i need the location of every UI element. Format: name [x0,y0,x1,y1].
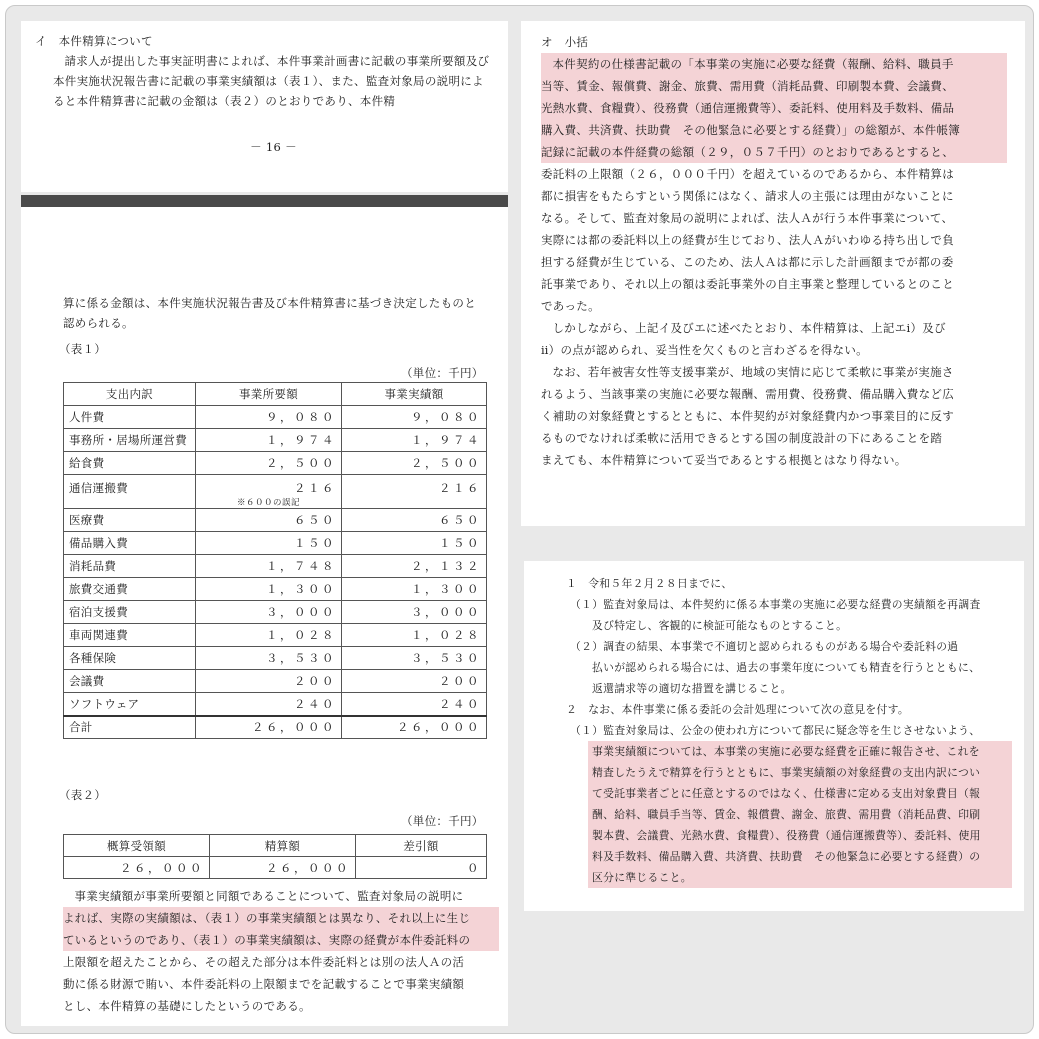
expense-item: 給食費 [64,452,196,475]
text-line: なる。そして、監査対象局の説明によれば、法人Ａが行う本件事業について、 [541,211,954,225]
required-amount: ２６，０００ [196,716,342,739]
actual-amount: ２００ [342,670,487,693]
actual-amount: ３，５３０ [342,647,487,670]
expense-item: 備品購入費 [64,532,196,555]
text-line: とし、本件精算の基礎にしたというのである。 [63,999,311,1013]
table-row [64,532,487,555]
expense-item: ソフトウェア [64,693,196,716]
text-line: であった。 [541,299,600,313]
highlighted-line: 区分に準じること。 [588,867,1012,888]
required-amount: １，０２８ [196,624,342,647]
text-line: まえても、本件精算について妥当であるとする根拠とはなり得ない。 [541,453,907,467]
actual-amount: ２１６ [342,475,487,509]
table2-unit: （単位：千円） [401,814,484,828]
text-line: 払いが認められる場合には、過去の事業年度についても精査を行うとともに、 [592,661,981,674]
table-row [64,693,487,716]
text-line: れるよう、当該事業の実施に必要な報酬、需用費、役務費、備品購入費など広 [541,387,954,401]
summary-page [521,21,1025,526]
actual-amount: ２４０ [342,693,487,716]
text-line: 委託料の上限額（２６，０００千円）を超えているのであるから、本件精算は [541,167,954,181]
table-row [64,452,487,475]
text-line: 動に係る財源で賄い、本件委託料の上限額までを記載することで事業実績額 [63,977,465,991]
section-heading-i: イ 本件精算について [35,34,153,48]
text-line: なお、若年被害女性等支援事業が、地域の実情に応じて柔軟に事業が実施さ [552,365,954,379]
expense-item: 事務所・居場所運営費 [64,429,196,452]
settlement-table [63,834,487,879]
required-amount: ２１６ [294,481,336,495]
actual-amount: ２，１３２ [342,555,487,578]
column-header: 差引額 [356,835,487,857]
table-row [64,509,487,532]
page-number: － 16 － [250,140,297,154]
highlighted-line: 記録に記載の本件経費の総額（２９，０５７千円）のとおりであるとすると、 [541,141,1007,163]
column-header: 精算額 [210,835,356,857]
actual-amount: １，０２８ [342,624,487,647]
highlighted-block [588,741,1012,888]
text-line: １ 令和５年２月２８日までに、 [566,577,733,590]
actual-amount: １５０ [342,532,487,555]
required-amount-cell [196,475,342,509]
expense-item: 旅費交通費 [64,578,196,601]
table2-title: （表２） [59,788,107,802]
text-line: るものでなければ柔軟に活用できるとする国の制度設計の下にあることを踏 [541,431,943,445]
text-line: ⅱ）の点が認められ、妥当性を欠くものと言わざるを得ない。 [541,343,868,357]
highlighted-line: 本件契約の仕様書記載の「本事業の実施に必要な経費（報酬、給料、職員手 [541,53,1007,75]
required-amount: １，９７４ [196,429,342,452]
table-row [64,578,487,601]
column-header: 概算受領額 [64,835,210,857]
erratum-note: ※６００の誤記 [236,498,300,508]
text-line: 担する経費が生じている、このため、法人Ａは都に示した計画額までが都の委 [541,255,954,269]
highlighted-line: 購入費、共済費、扶助費 その他緊急に必要とする経費）」の総額が、本件帳簿 [541,119,1007,141]
highlighted-line: よれば、実際の実績額は、（表１）の事業実績額とは異なり、それ以上に生じ [63,907,499,929]
actual-amount: ３，０００ [342,601,487,624]
table-row [64,406,487,429]
text-line: 実際には都の委託料以上の経費が生じており、法人Ａがいわゆる持ち出しで負 [541,233,954,247]
expense-item: 各種保険 [64,647,196,670]
settled-amount: ２６，０００ [210,857,356,879]
page-fragment-17 [21,207,508,1026]
page-fragment-16 [21,21,508,192]
column-header: 事業実績額 [342,383,487,406]
summary-paragraph [541,53,1007,471]
advance-amount: ２６，０００ [64,857,210,879]
actual-amount: ６５０ [342,509,487,532]
required-amount: ３，０００ [196,601,342,624]
table-row [64,601,487,624]
table-header-row [64,383,487,406]
required-amount: １，３００ [196,578,342,601]
text-line: 返還請求等の適切な措置を講じること。 [592,682,792,695]
table1-unit: （単位：千円） [401,366,484,380]
text-line: 事業実績額が事業所要額と同額であることについて、監査対象局の説明に [74,889,464,903]
table-row [64,670,487,693]
highlighted-line: 製本費、会議費、光熱水費、食糧費）、役務費（通信運搬費等）、委託料、使用 [588,825,1012,846]
required-amount: １，７４８ [196,555,342,578]
section-heading-o: オ 小括 [541,35,589,49]
text-line: 及び特定し、客観的に検証可能なものとすること。 [592,619,848,632]
table1-title: （表１） [59,342,107,356]
expense-item: 通信運搬費 [64,475,196,509]
text-line: しかしながら、上記イ及びエに述べたとおり、本件精算は、上記エⅰ）及び [552,321,946,335]
expense-item: 会議費 [64,670,196,693]
expense-item: 合計 [64,716,196,739]
difference-amount: ０ [356,857,487,879]
table-row [64,857,487,879]
actual-amount: ２６，０００ [342,716,487,739]
required-amount: ２００ [196,670,342,693]
table-row [64,475,487,509]
text-line: （１）監査対象局は、本件契約に係る本事業の実施に必要な経費の実績額を再調査 [570,598,981,611]
required-amount: ９，０８０ [196,406,342,429]
table-header-row [64,835,487,857]
text-line: く補助の対象経費とするとともに、本件契約が対象経費内かつ事業目的に反す [541,409,954,423]
text-line: 託事業であり、それ以上の額は委託事業外の自主事業と整理しているとのこと [541,277,954,291]
required-amount: ２４０ [196,693,342,716]
expense-item: 宿泊支援費 [64,601,196,624]
recommendation-page [524,561,1024,911]
highlighted-line: 酬、給料、職員手当等、賃金、報償費、謝金、旅費、需用費（消耗品費、印刷 [588,804,1012,825]
expense-item: 医療費 [64,509,196,532]
expense-item: 人件費 [64,406,196,429]
highlighted-line: 事業実績額については、本事業の実施に必要な経費を正確に報告させ、これを [588,741,1012,762]
highlighted-line: て受託事業者ごとに任意とするのではなく、仕様書に定める支出対象費目（報 [588,783,1012,804]
text-line: （１）監査対象局は、公金の使われ方について都民に疑念等を生じさせないよう、 [570,724,981,737]
column-header: 事業所要額 [196,383,342,406]
body-paragraph: 請求人が提出した事実証明書によれば、本件事業計画書に記載の事業所要額及び本件実施状況報告書に記載の事業実績額は（表１）、また、監査対象局の説明によると本件精算書に記載の金額は（表２）のとおりであり、本件精 [53,54,490,108]
actual-amount: １，３００ [342,578,487,601]
highlighted-line: 精査したうえで精算を行うとともに、事業実績額の対象経費の支出内訳につい [588,762,1012,783]
column-header: 支出内訳 [64,383,196,406]
table-row [64,647,487,670]
table-row [64,429,487,452]
highlighted-line: 料及手数料、備品購入費、共済費、扶助費 その他緊急に必要とする経費）の [588,846,1012,867]
expense-item: 車両関連費 [64,624,196,647]
required-amount: ３，５３０ [196,647,342,670]
actual-amount: １，９７４ [342,429,487,452]
explanation-paragraph [63,885,499,1017]
required-amount: １５０ [196,532,342,555]
table-row [64,624,487,647]
expense-item: 消耗品費 [64,555,196,578]
intro-paragraph: 算に係る金額は、本件実施状況報告書及び本件精算書に基づき決定したものと認められる。 [63,296,476,330]
highlighted-line: 光熱水費、食糧費）、役務費（通信運搬費等）、委託料、使用料及手数料、備品 [541,97,1007,119]
table-row [64,555,487,578]
actual-amount: ２，５００ [342,452,487,475]
text-line: （２）調査の結果、本事業で不適切と認められるものがある場合や委託料の過 [570,640,959,653]
page-break-divider [21,195,508,207]
text-line: ２ なお、本件事業に係る委託の会計処理について次の意見を付す。 [566,703,909,716]
text-line: 上限額を超えたことから、その超えた部分は本件委託料とは別の法人Ａの活 [63,955,465,969]
highlighted-line: ているというのであり、（表１）の事業実績額は、実際の経費が本件委託料の [63,929,499,951]
document-viewer [5,5,1034,1034]
actual-amount: ９，０８０ [342,406,487,429]
text-line: 都に損害をもたらすという関係にはなく、請求人の主張には理由がないことに [541,189,954,203]
required-amount: ２，５００ [196,452,342,475]
expense-table [63,382,487,739]
required-amount: ６５０ [196,509,342,532]
highlighted-line: 当等、賃金、報償費、謝金、旅費、需用費（消耗品費、印刷製本費、会議費、 [541,75,1007,97]
table-total-row [64,716,487,739]
